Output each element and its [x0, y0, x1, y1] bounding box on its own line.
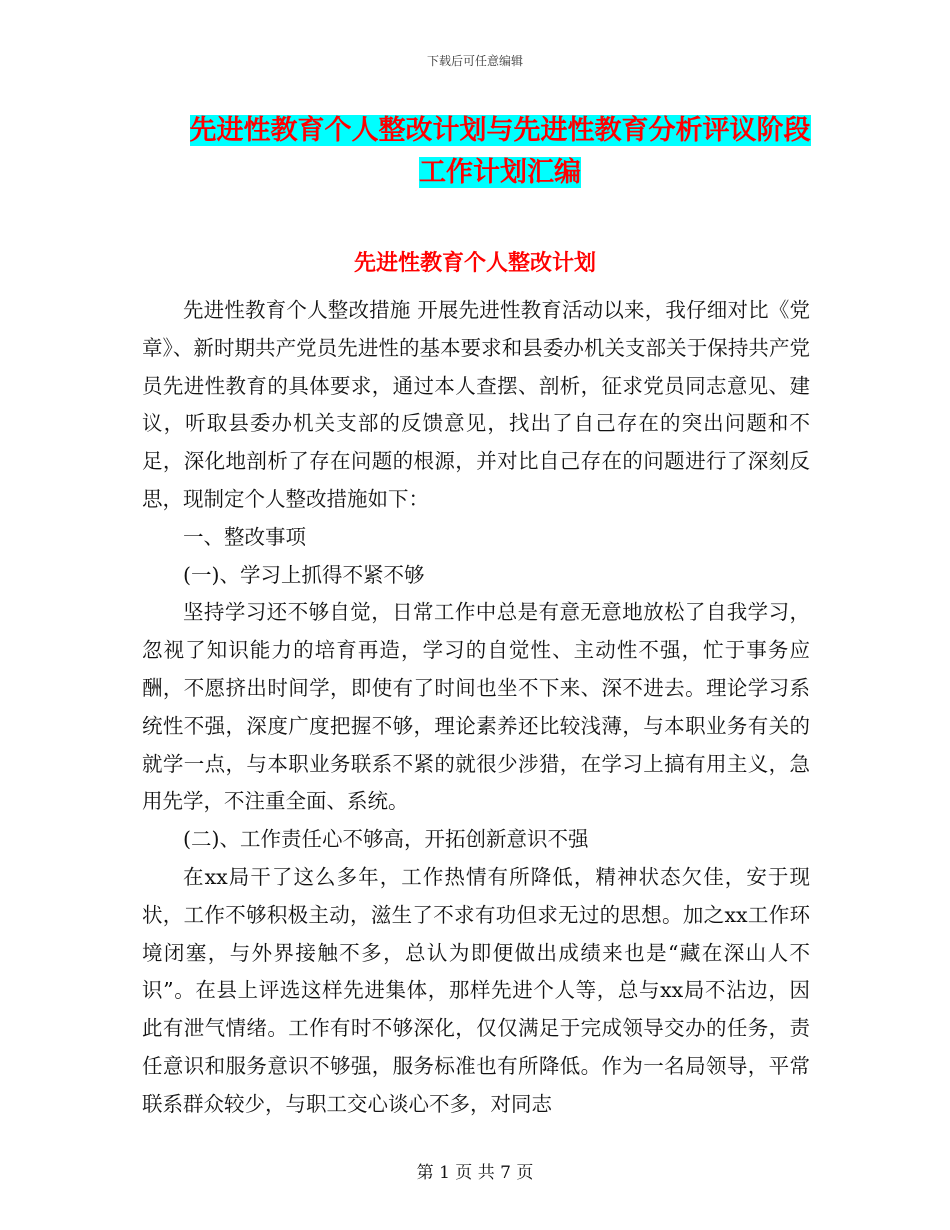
subheading-responsibility: (二)、工作责任心不够高，开拓创新意识不强 [183, 827, 589, 852]
paragraph-responsibility: 在xx局干了这么多年，工作热情有所降低，精神状态欠佳，安于现状，工作不够积极主动，滋生了不求有功但求无过的思想。加之xx工作环境闭塞，与外界接触不多，总认为即便做出成绩来也是“藏在深山人不识”。在县上评选这样先进集体，那样先进个人等，总与xx局不沾边，因此有泄气情绪。工作有时不够深化，仅仅满足于完成领导交办的任务，责任意识和服务意识不够强，服务标准也有所降低。作为一名局领导，平常联系群众较少，与职工交心谈心不多，对同志 [142, 864, 810, 1116]
paragraph-intro: 先进性教育个人整改措施 开展先进性教育活动以来，我仔细对比《党章》、新时期共产党员先进性的基本要求和县委办机关支部关于保持共产党员先进性教育的具体要求，通过本人查摆、剖析，征求党员同志意见、建议，听取县委办机关支部的反馈意见，找出了自己存在的突出问题和不足，深化地剖析了存在问题的根源，并对比自己存在的问题进行了深刻反思，现制定个人整改措施如下： [142, 298, 810, 511]
document-title-line1: 先进性教育个人整改计划与先进性教育分析评议阶段 [189, 115, 811, 146]
body-text [142, 292, 810, 1124]
paragraph-study: 坚持学习还不够自觉，日常工作中总是有意无意地放松了自我学习，忽视了知识能力的培育再造，学习的自觉性、主动性不强，忙于事务应酬，不愿挤出时间学，即使有了时间也坐不下来、深不进去。理论学习系统性不强，深度广度把握不够，理论素养还比较浅薄，与本职业务有关的就学一点，与本职业务联系不紧的就很少涉猎，在学习上搞有用主义，急用先学，不注重全面、系统。 [142, 600, 810, 814]
subheading-study: (一)、学习上抓得不紧不够 [183, 562, 425, 587]
page-number: 第 1 页 共 7 页 [416, 1163, 534, 1183]
section-title: 先进性教育个人整改计划 [353, 250, 596, 276]
document-title [140, 110, 860, 194]
heading-rectification-items: 一、整改事项 [183, 524, 306, 549]
document-title-line2: 工作计划汇编 [419, 157, 581, 188]
header-note: 下载后可任意编辑 [426, 54, 523, 68]
